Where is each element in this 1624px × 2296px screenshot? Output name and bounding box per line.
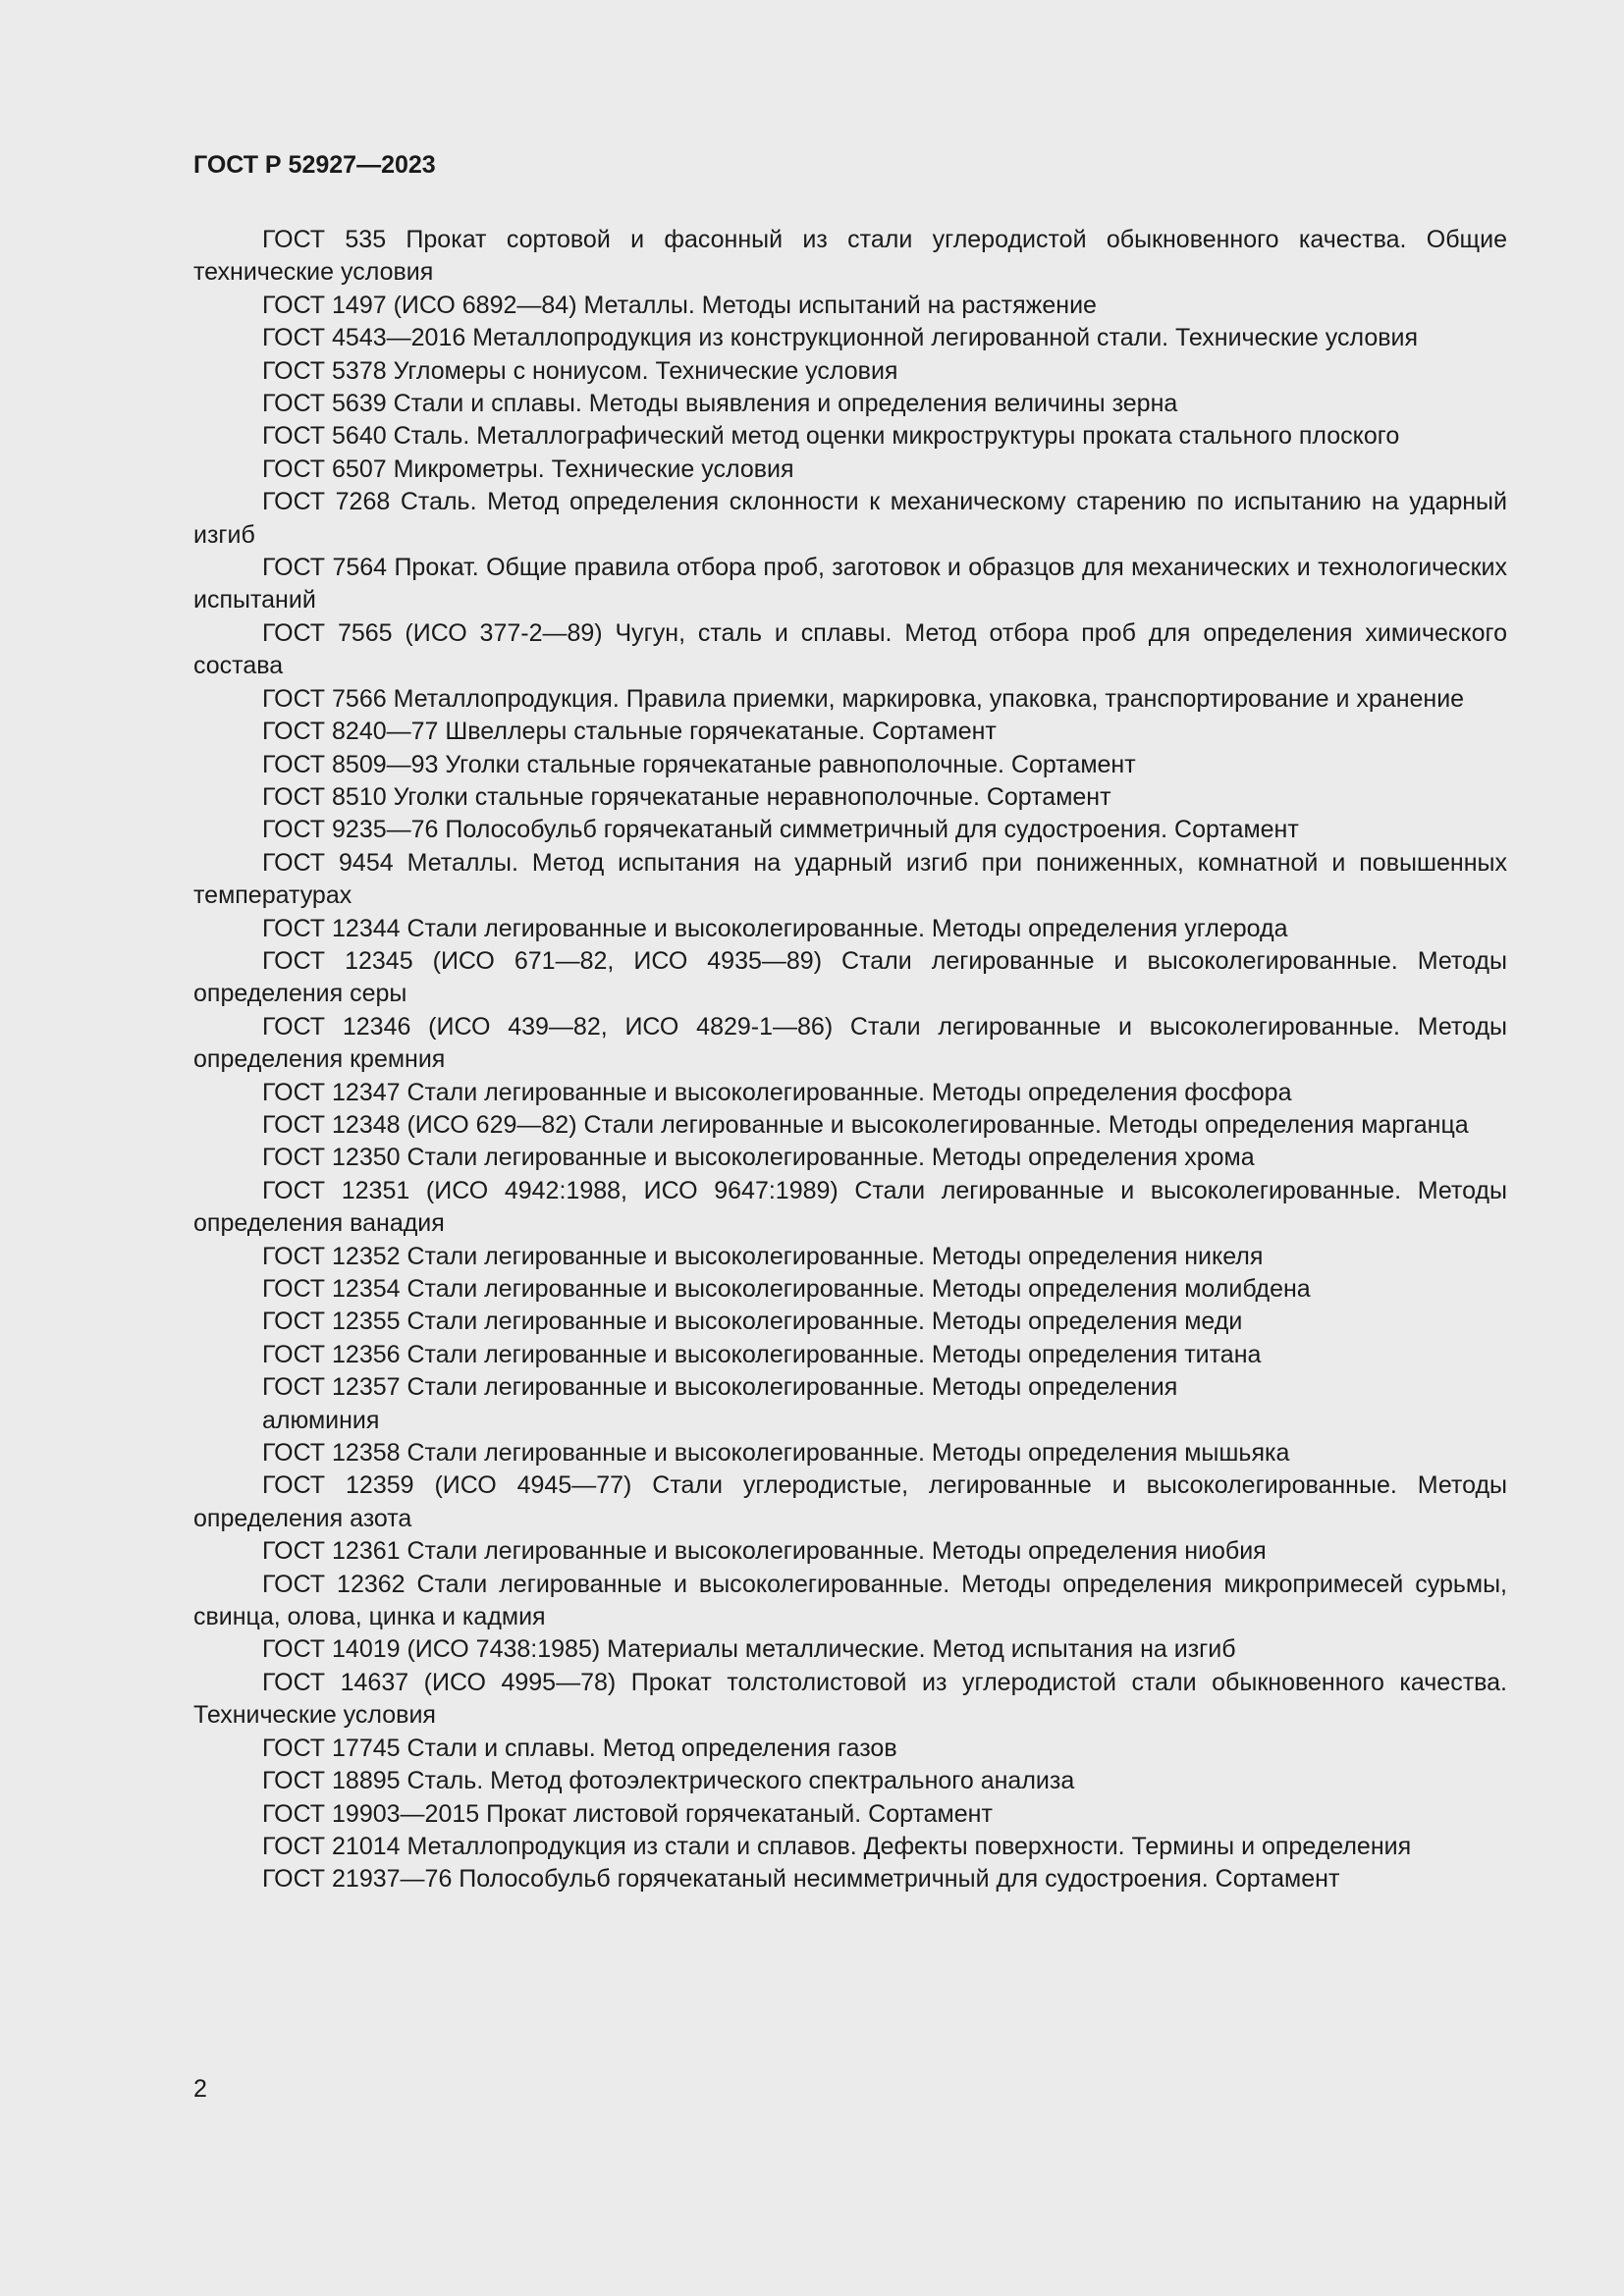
reference-item: ГОСТ 7565 (ИСО 377-2—89) Чугун, сталь и сплавы. Метод отбора проб для определения химического состава <box>193 618 1507 680</box>
reference-item: ГОСТ 12350 Стали легированные и высоколегированные. Методы определения хрома <box>262 1144 1255 1172</box>
reference-item: ГОСТ 9235—76 Полособульб горячекатаный симметричный для судостроения. Сортамент <box>262 816 1299 844</box>
reference-item: ГОСТ 1497 (ИСО 6892—84) Металлы. Методы испытаний на растяжение <box>262 291 1097 319</box>
reference-item: ГОСТ 17745 Стали и сплавы. Метод определения газов <box>262 1734 897 1762</box>
reference-item: ГОСТ 12351 (ИСО 4942:1988, ИСО 9647:1989) Стали легированные и высоколегированные. Методы определения ванадия <box>193 1176 1507 1238</box>
reference-item: ГОСТ 12352 Стали легированные и высоколегированные. Методы определения никеля <box>262 1242 1264 1270</box>
reference-item: ГОСТ 21937—76 Полособульб горячекатаный несимметричный для судостроения. Сортамент <box>262 1865 1340 1894</box>
reference-item: ГОСТ 535 Прокат сортовой и фасонный из стали углеродистой обыкновенного качества. Общие технические условия <box>193 226 1507 287</box>
reference-item: ГОСТ 21014 Металлопродукция из стали и сплавов. Дефекты поверхности. Термины и определения <box>262 1832 1412 1860</box>
reference-item: ГОСТ 18895 Сталь. Метод фотоэлектрического спектрального анализа <box>262 1767 1075 1795</box>
reference-item: ГОСТ 8510 Уголки стальные горячекатаные неравнополочные. Сортамент <box>262 782 1111 811</box>
reference-item: ГОСТ 12361 Стали легированные и высоколегированные. Методы определения ниобия <box>262 1537 1267 1566</box>
reference-item: ГОСТ 5639 Стали и сплавы. Методы выявления и определения величины зерна <box>262 390 1178 418</box>
normative-references-list <box>193 224 1507 1896</box>
reference-item: ГОСТ 12356 Стали легированные и высоколегированные. Методы определения титана <box>262 1340 1262 1368</box>
reference-item: ГОСТ 9454 Металлы. Метод испытания на ударный изгиб при пониженных, комнатной и повышенных температурах <box>193 848 1507 910</box>
reference-item: ГОСТ 12354 Стали легированные и высоколегированные. Методы определения молибдена <box>262 1275 1311 1303</box>
reference-item: ГОСТ 8240—77 Швеллеры стальные горячекатаные. Сортамент <box>262 718 997 746</box>
reference-item: ГОСТ 12344 Стали легированные и высоколегированные. Методы определения углерода <box>262 914 1288 942</box>
reference-item: ГОСТ 8509—93 Уголки стальные горячекатаные равнополочные. Сортамент <box>262 750 1136 778</box>
reference-item: ГОСТ 4543—2016 Металлопродукция из конструкционной легированной стали. Технические условия <box>262 324 1419 352</box>
reference-item: ГОСТ 12358 Стали легированные и высоколегированные. Методы определения мышьяка <box>262 1439 1290 1468</box>
reference-item: ГОСТ 5640 Сталь. Металлографический метод оценки микроструктуры проката стального плоского <box>262 422 1400 451</box>
document-header: ГОСТ Р 52927—2023 <box>193 151 436 179</box>
reference-item: ГОСТ 14637 (ИСО 4995—78) Прокат толстолистовой из углеродистой стали обыкновенного качества. Технические условия <box>193 1668 1507 1730</box>
reference-item: ГОСТ 12359 (ИСО 4945—77) Стали углеродистые, легированные и высоколегированные. Методы определения азота <box>193 1471 1507 1532</box>
reference-item: ГОСТ 12346 (ИСО 439—82, ИСО 4829-1—86) Стали легированные и высоколегированные. Методы определения кремния <box>193 1012 1507 1074</box>
reference-item: ГОСТ 7564 Прокат. Общие правила отбора проб, заготовок и образцов для механических и технологических испытаний <box>193 554 1507 614</box>
reference-item: ГОСТ 6507 Микрометры. Технические условия <box>262 454 794 483</box>
reference-item: ГОСТ 12362 Стали легированные и высоколегированные. Методы определения микропримесей сурьмы, свинца, олова, цинка и кадмия <box>193 1570 1507 1631</box>
reference-item: ГОСТ 12357 Стали легированные и высоколегированные. Методы определения алюминия <box>262 1373 1178 1434</box>
reference-item: ГОСТ 19903—2015 Прокат листовой горячекатаный. Сортамент <box>262 1799 993 1828</box>
reference-item: ГОСТ 14019 (ИСО 7438:1985) Материалы металлические. Метод испытания на изгиб <box>262 1635 1236 1664</box>
reference-item: ГОСТ 12355 Стали легированные и высоколегированные. Методы определения меди <box>262 1308 1243 1336</box>
page-number: 2 <box>193 2075 207 2103</box>
reference-item: ГОСТ 7566 Металлопродукция. Правила приемки, маркировка, упаковка, транспортирование и хранение <box>262 684 1465 713</box>
reference-item: ГОСТ 12347 Стали легированные и высоколегированные. Методы определения фосфора <box>262 1078 1292 1106</box>
reference-item: ГОСТ 7268 Сталь. Метод определения склонности к механическому старению по испытанию на ударный изгиб <box>193 488 1507 549</box>
reference-item: ГОСТ 12345 (ИСО 671—82, ИСО 4935—89) Стали легированные и высоколегированные. Методы определения серы <box>193 946 1507 1008</box>
reference-item: ГОСТ 12348 (ИСО 629—82) Стали легированные и высоколегированные. Методы определения марганца <box>262 1110 1469 1139</box>
reference-item: ГОСТ 5378 Угломеры с нониусом. Технические условия <box>262 356 898 385</box>
